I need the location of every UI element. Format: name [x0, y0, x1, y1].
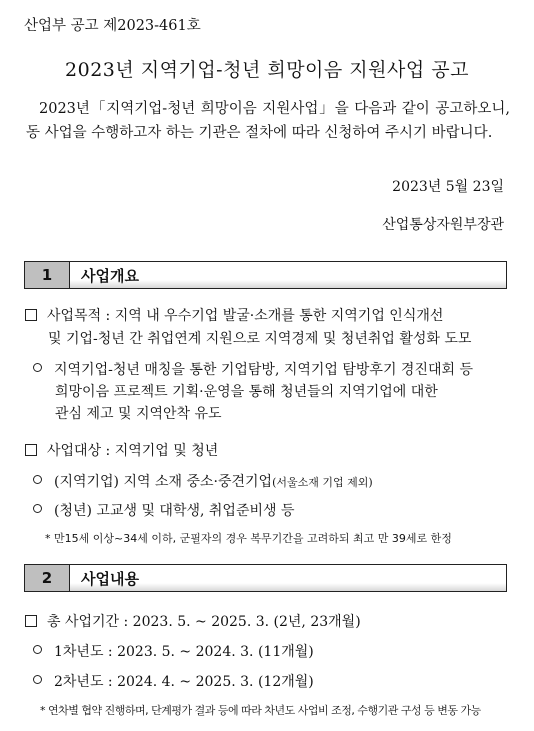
target-youth-item — [33, 500, 294, 520]
year1-item — [33, 641, 314, 661]
circle-bullet-icon — [33, 645, 42, 654]
checkbox-bullet-icon — [25, 309, 37, 321]
target-company-item — [33, 471, 373, 491]
target-item — [25, 440, 218, 460]
target-youth-text: (청년) 고교생 및 대학생, 취업준비생 등 — [54, 503, 295, 519]
section-1-header — [24, 261, 507, 289]
purpose-sub-line-3: 관심 제고 및 지역안착 유도 — [55, 406, 222, 422]
target-company-text: (지역기업) 지역 소재 중소·중견기업 — [54, 474, 273, 490]
purpose-sub-line-1: 지역기업-청년 매칭을 통한 기업탐방, 지역기업 탐방후기 경진대회 등 — [54, 362, 474, 378]
year2-item — [33, 671, 314, 691]
notice-number: 산업부 공고 제2023-461호 — [24, 18, 201, 34]
section-2-header — [24, 564, 507, 592]
circle-bullet-icon — [33, 475, 42, 484]
circle-bullet-icon — [33, 504, 42, 513]
year1-text: 1차년도 : 2023. 5. ~ 2024. 3. (11개월) — [54, 644, 314, 660]
issuer: 산업통상자원부장관 — [382, 217, 504, 233]
purpose-item — [25, 305, 443, 325]
checkbox-bullet-icon — [25, 615, 37, 627]
purpose-sub-line-2: 희망이음 프로젝트 기획·운영을 통해 청년들의 지역기업에 대한 — [55, 384, 438, 400]
checkbox-bullet-icon — [25, 444, 37, 456]
circle-bullet-icon — [33, 675, 42, 684]
notice-date: 2023년 5월 23일 — [392, 179, 504, 195]
section-2-number: 2 — [25, 565, 70, 591]
section-2-title: 사업내용 — [81, 569, 139, 588]
period-text: 총 사업기간 : 2023. 5. ~ 2025. 3. (2년, 23개월) — [47, 614, 361, 630]
circle-bullet-icon — [33, 363, 42, 372]
purpose-line-1: 사업목적 : 지역 내 우수기업 발굴·소개를 통한 지역기업 인식개선 — [47, 308, 444, 324]
section-1-title: 사업개요 — [81, 266, 139, 285]
document-title: 2023년 지역기업-청년 희망이음 지원사업 공고 — [65, 59, 469, 81]
purpose-sub-item — [33, 359, 473, 379]
target-text: 사업대상 : 지역기업 및 청년 — [47, 443, 219, 459]
contract-note: * 연차별 협약 진행하며, 단계평가 결과 등에 따라 차년도 사업비 조정, 수행기관 구성 등 변동 가능 — [40, 704, 481, 717]
target-company-note: (서울소재 기업 제외) — [272, 476, 373, 489]
target-age-note: * 만15세 이상~34세 이하, 군필자의 경우 복무기간을 고려하되 최고 만 39세로 한정 — [45, 532, 452, 545]
section-1-number: 1 — [25, 262, 70, 288]
year2-text: 2차년도 : 2024. 4. ~ 2025. 3. (12개월) — [54, 674, 314, 690]
intro-paragraph: 2023년「지역기업-청년 희망이음 지원사업」을 다음과 같이 공고하오니, 동 사업을 수행하고자 하는 기관은 절차에 따라 신청하여 주시기 바랍니다. — [26, 101, 510, 141]
purpose-line-2: 및 기업-청년 간 취업연계 지원으로 지역경제 및 청년취업 활성화 도모 — [48, 331, 472, 347]
period-item — [25, 611, 361, 631]
